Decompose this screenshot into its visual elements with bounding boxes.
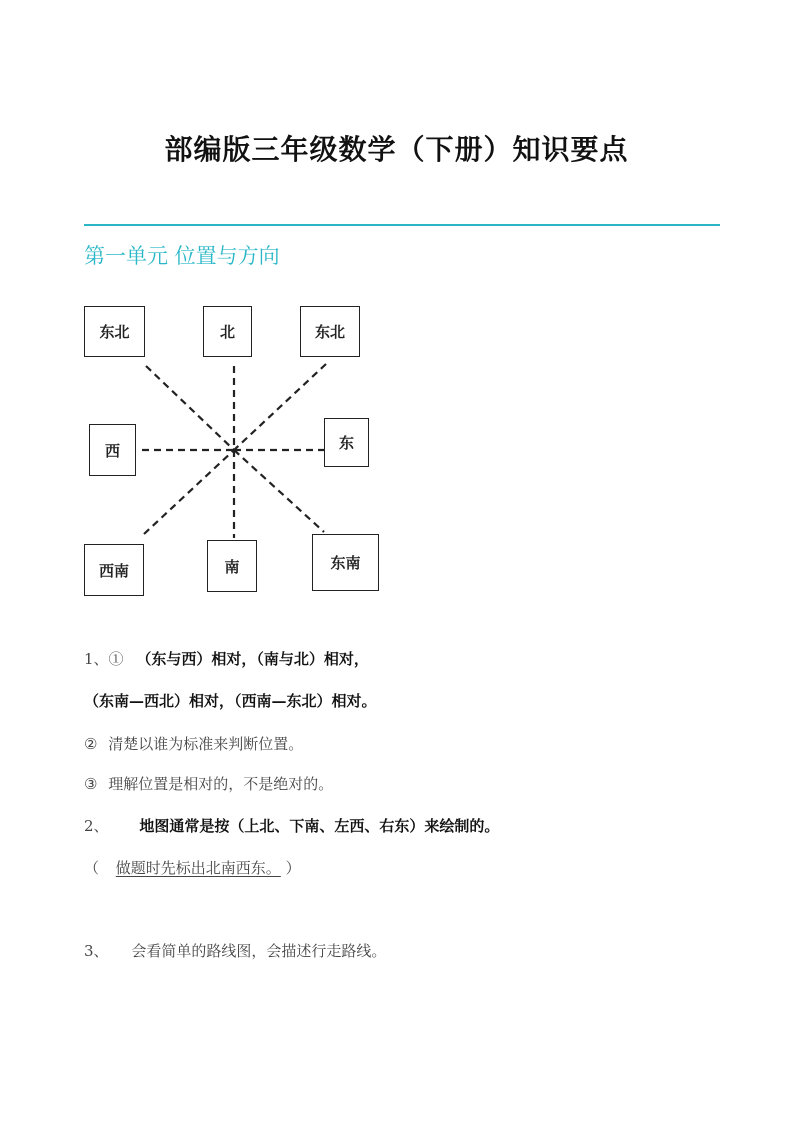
point-3-text: 理解位置是相对的，不是绝对的。: [108, 775, 334, 793]
compass-diagram: [80, 300, 390, 600]
page-title: 部编版三年级数学（下册）知识要点: [164, 133, 629, 166]
point-1-number: 1、①: [84, 650, 124, 668]
box-northwest: 东北: [84, 306, 145, 357]
point-3: [84, 773, 333, 794]
point-4-number: 2、: [84, 817, 109, 835]
line-southwest: [144, 450, 234, 534]
box-northeast: 东北: [300, 306, 360, 357]
point-1-text: （东与西）相对，（南与北）相对，: [136, 650, 369, 668]
point-1: [84, 648, 369, 669]
box-southeast: 东南: [312, 534, 379, 591]
point-3-number: ③: [84, 775, 98, 793]
box-east: 东: [324, 418, 369, 467]
line-northwest: [146, 366, 234, 450]
unit-heading: 第一单元 位置与方向: [84, 244, 280, 268]
point-1-continued: （东南—西北）相对，（西南—东北）相对。: [84, 692, 377, 710]
point-4-text: 地图通常是按（上北、下南、左西、右东）来绘制的。: [139, 817, 500, 835]
point-6-text: 会看简单的路线图，会描述行走路线。: [131, 942, 387, 960]
point-2-number: ②: [84, 735, 98, 753]
box-southwest: 西南: [84, 544, 144, 596]
box-south: 南: [207, 540, 257, 592]
line-northeast: [234, 364, 326, 450]
point-6: [84, 940, 386, 961]
heading-rule: [84, 224, 720, 226]
box-north: 北: [203, 306, 252, 357]
point-5-close: ）: [285, 859, 301, 877]
point-4: [84, 815, 499, 836]
point-5: [84, 857, 301, 878]
point-5-text: 做题时先标出北南西东。: [115, 859, 281, 877]
line-southeast: [234, 450, 324, 532]
point-2-text: 清楚以谁为标准来判断位置。: [108, 735, 304, 753]
point-2: [84, 733, 303, 754]
point-5-open: （: [84, 859, 100, 877]
point-6-number: 3、: [84, 942, 109, 960]
box-west: 西: [89, 424, 136, 476]
